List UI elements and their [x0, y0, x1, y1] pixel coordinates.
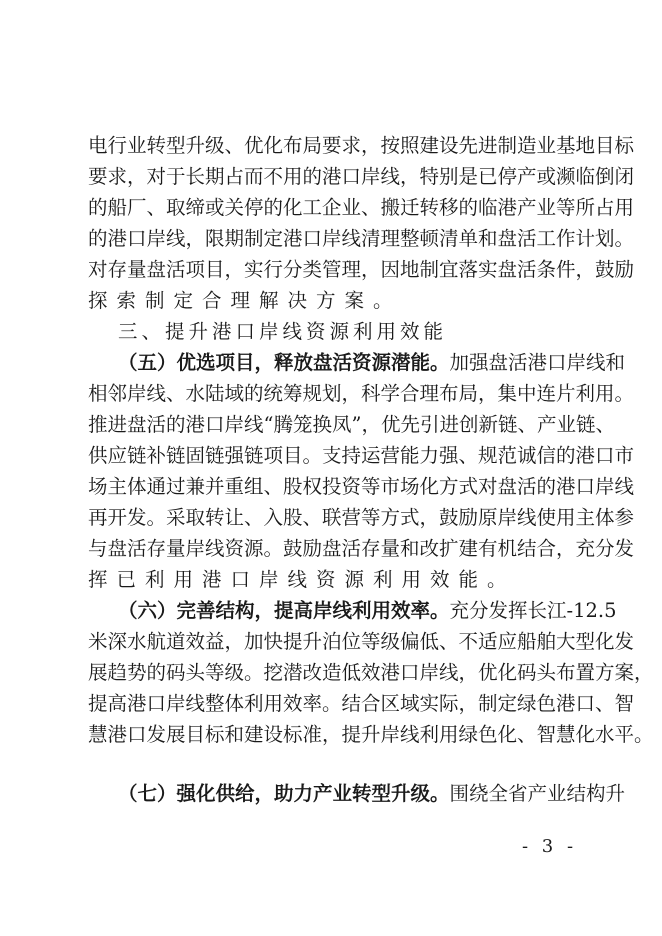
paragraph-7-first-line: [118, 778, 626, 809]
text-line: 挥已利用港口岸线资源利用效能。: [88, 568, 516, 591]
text-line: 再开发。采取转让、入股、联营等方式，鼓励原岸线使用主体参: [88, 506, 635, 529]
text-line: 相邻岸线、水陆域的统筹规划，科学合理布局，集中连片利用。: [88, 382, 635, 405]
text-line: 的港口岸线，限期制定港口岸线清理整顿清单和盘活工作计划。: [88, 227, 635, 250]
text-line: 电行业转型升级、优化布局要求，按照建设先进制造业基地目标: [88, 134, 635, 157]
text-line: 供应链补链固链强链项目。支持运营能力强、规范诚信的港口市: [88, 444, 635, 467]
paragraph-5-first-line: [118, 347, 626, 378]
paragraph-7-text: 围绕全省产业结构升: [449, 782, 626, 805]
page-number: - 3 -: [522, 836, 578, 857]
text-line: 的船厂、取缔或关停的化工企业、搬迁转移的临港产业等所占用: [88, 196, 635, 219]
text-line: 推进盘活的港口岸线“腾笼换凤”，优先引进创新链、产业链、: [88, 413, 615, 436]
text-line: 提高港口岸线整体利用效率。结合区域实际，制定绿色港口、智: [88, 692, 635, 715]
text-line: 与盘活存量岸线资源。鼓励盘活存量和改扩建有机结合，充分发: [88, 537, 635, 560]
paragraph-5-title: （五）优选项目，释放盘活资源潜能。: [118, 351, 450, 374]
text-line: 探索制定合理解决方案。: [88, 289, 402, 312]
text-line: 米深水航道效益，加快提升泊位等级偏低、不适应船舶大型化发: [88, 630, 635, 653]
text-line: 对存量盘活项目，实行分类管理，因地制宜落实盘活条件，鼓励: [88, 258, 635, 281]
text-line: 场主体通过兼并重组、股权投资等市场化方式对盘活的港口岸线: [88, 475, 635, 498]
paragraph-5-text: 加强盘活港口岸线和: [449, 351, 626, 374]
text-line: 要求，对于长期占而不用的港口岸线，特别是已停产或濒临倒闭: [88, 165, 635, 188]
section-heading: 三、提升港口岸线资源利用效能: [118, 320, 448, 343]
paragraph-6-text: 充分发挥长江-12.5: [449, 599, 617, 622]
text-line: 慧港口发展目标和建设标准，提升岸线利用绿色化、智慧化水平。: [88, 723, 654, 746]
paragraph-7-title: （七）强化供给，助力产业转型升级。: [118, 782, 450, 805]
text-line: 展趋势的码头等级。挖潜改造低效港口岸线，优化码头布置方案，: [88, 661, 654, 684]
paragraph-6-first-line: [118, 595, 617, 626]
paragraph-6-title: （六）完善结构，提高岸线利用效率。: [118, 599, 450, 622]
